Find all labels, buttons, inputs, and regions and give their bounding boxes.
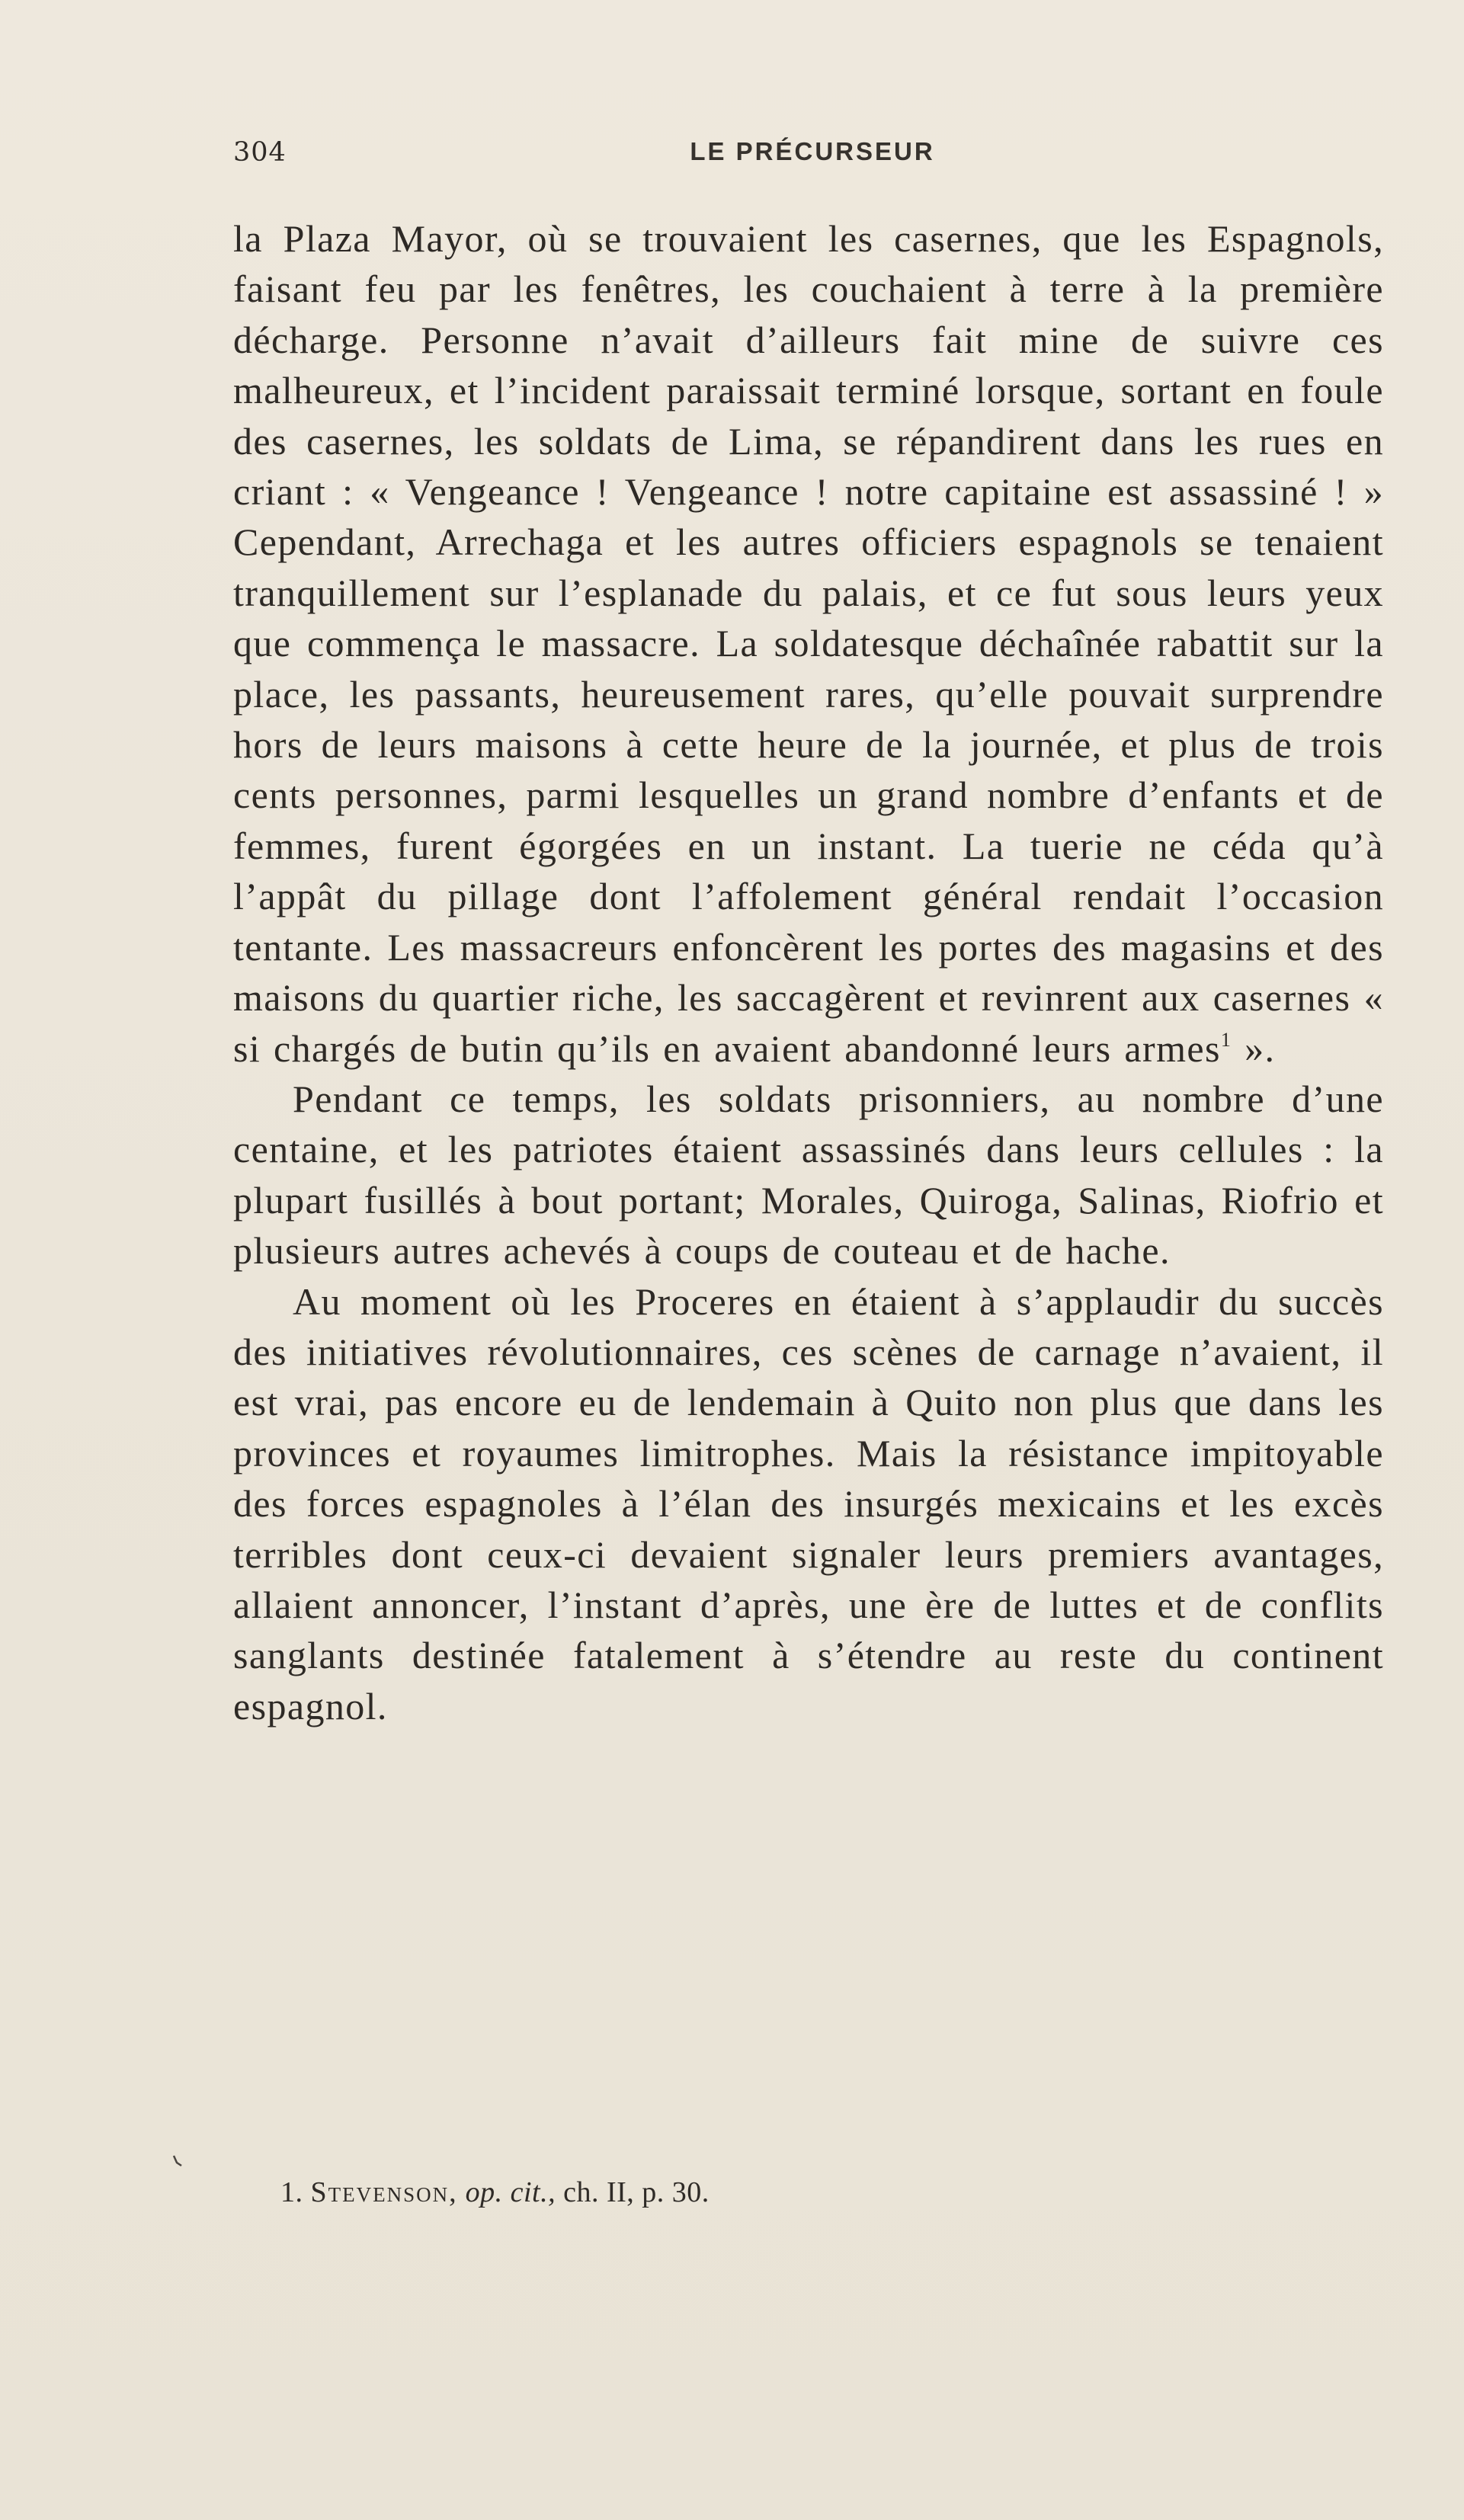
page-header [233, 137, 1384, 183]
footnote-author: Stevenson, [310, 2176, 458, 2208]
ink-mark-shape [172, 2155, 183, 2169]
paragraph-1-closing: ». [1232, 1026, 1276, 1070]
footnote-citation: op. cit., [465, 2176, 556, 2208]
paragraph-3: Au moment où les Proceres en étaient à s’applaudir du succès des initiatives révolutionnaires, ces scènes de carnage n’avaient, il est vrai, pas encore eu de lendemain à Quito non plus que dans les provinces et royaumes limitrophes. Mais la résistance impitoyable des forces espagnoles à l’élan des insurgés mexicains et les excès terribles dont ceux-ci devaient signaler leurs premiers avantages, allaient annoncer, l’instant d’après, une ère de luttes et de conflits sanglants destinée fatalement à s’étendre au reste du continent espagnol. [233, 1279, 1384, 1727]
stray-ink-mark [172, 2155, 183, 2169]
footnote-reference: 1 [1220, 1028, 1232, 1051]
footnote-location: ch. II, p. 30. [563, 2176, 710, 2208]
paragraph-2: Pendant ce temps, les soldats prisonniers, au nombre d’une centaine, et les patriotes étaient assassinés dans leurs cellules : la plupart fusillés à bout portant; Morales, Quiroga, Salinas, Riofrio et plusieurs autres achevés à coups de couteau et de hache. [233, 1077, 1384, 1273]
page-number: 304 [233, 137, 287, 168]
running-title: LE PRÉCURSEUR [690, 137, 935, 165]
footnote-number: 1. [280, 2176, 303, 2208]
body-text [233, 213, 1384, 1731]
footnote [280, 2173, 1384, 2211]
paragraph-1 [233, 213, 1384, 1074]
paragraph-1-text: la Plaza Mayor, où se trouvaient les casernes, que les Espagnols, faisant feu par les fenêtres, les couchaient à terre à la première décharge. Personne n’avait d’ailleurs fait mine de suivre ces malheureux, et l’incident paraissait terminé lorsque, sortant en foule des casernes, les soldats de Lima, se répandirent dans les rues en criant : « Vengeance ! Vengeance ! notre capitaine est assassiné ! » Cependant, Arrechaga et les autres officiers espagnols se tenaient tranquillement sur l’esplanade du palais, et ce fut sous leurs yeux que commença le massacre. La soldatesque déchaînée rabattit sur la place, les passants, heureusement rares, qu’elle pouvait surprendre hors de leurs maisons à cette heure de la journée, et plus de trois cents personnes, parmi lesquelles un grand nombre d’enfants et de femmes, furent égorgées en un instant. La tuerie ne céda qu’à l’appât du pillage dont l’affolement général rendait l’occasion tentante. Les massacreurs enfoncèrent les portes des magasins et des maisons du quartier riche, les saccagèrent et revinrent aux casernes « si chargés de butin qu’ils en avaient abandonné leurs armes [233, 217, 1384, 1070]
